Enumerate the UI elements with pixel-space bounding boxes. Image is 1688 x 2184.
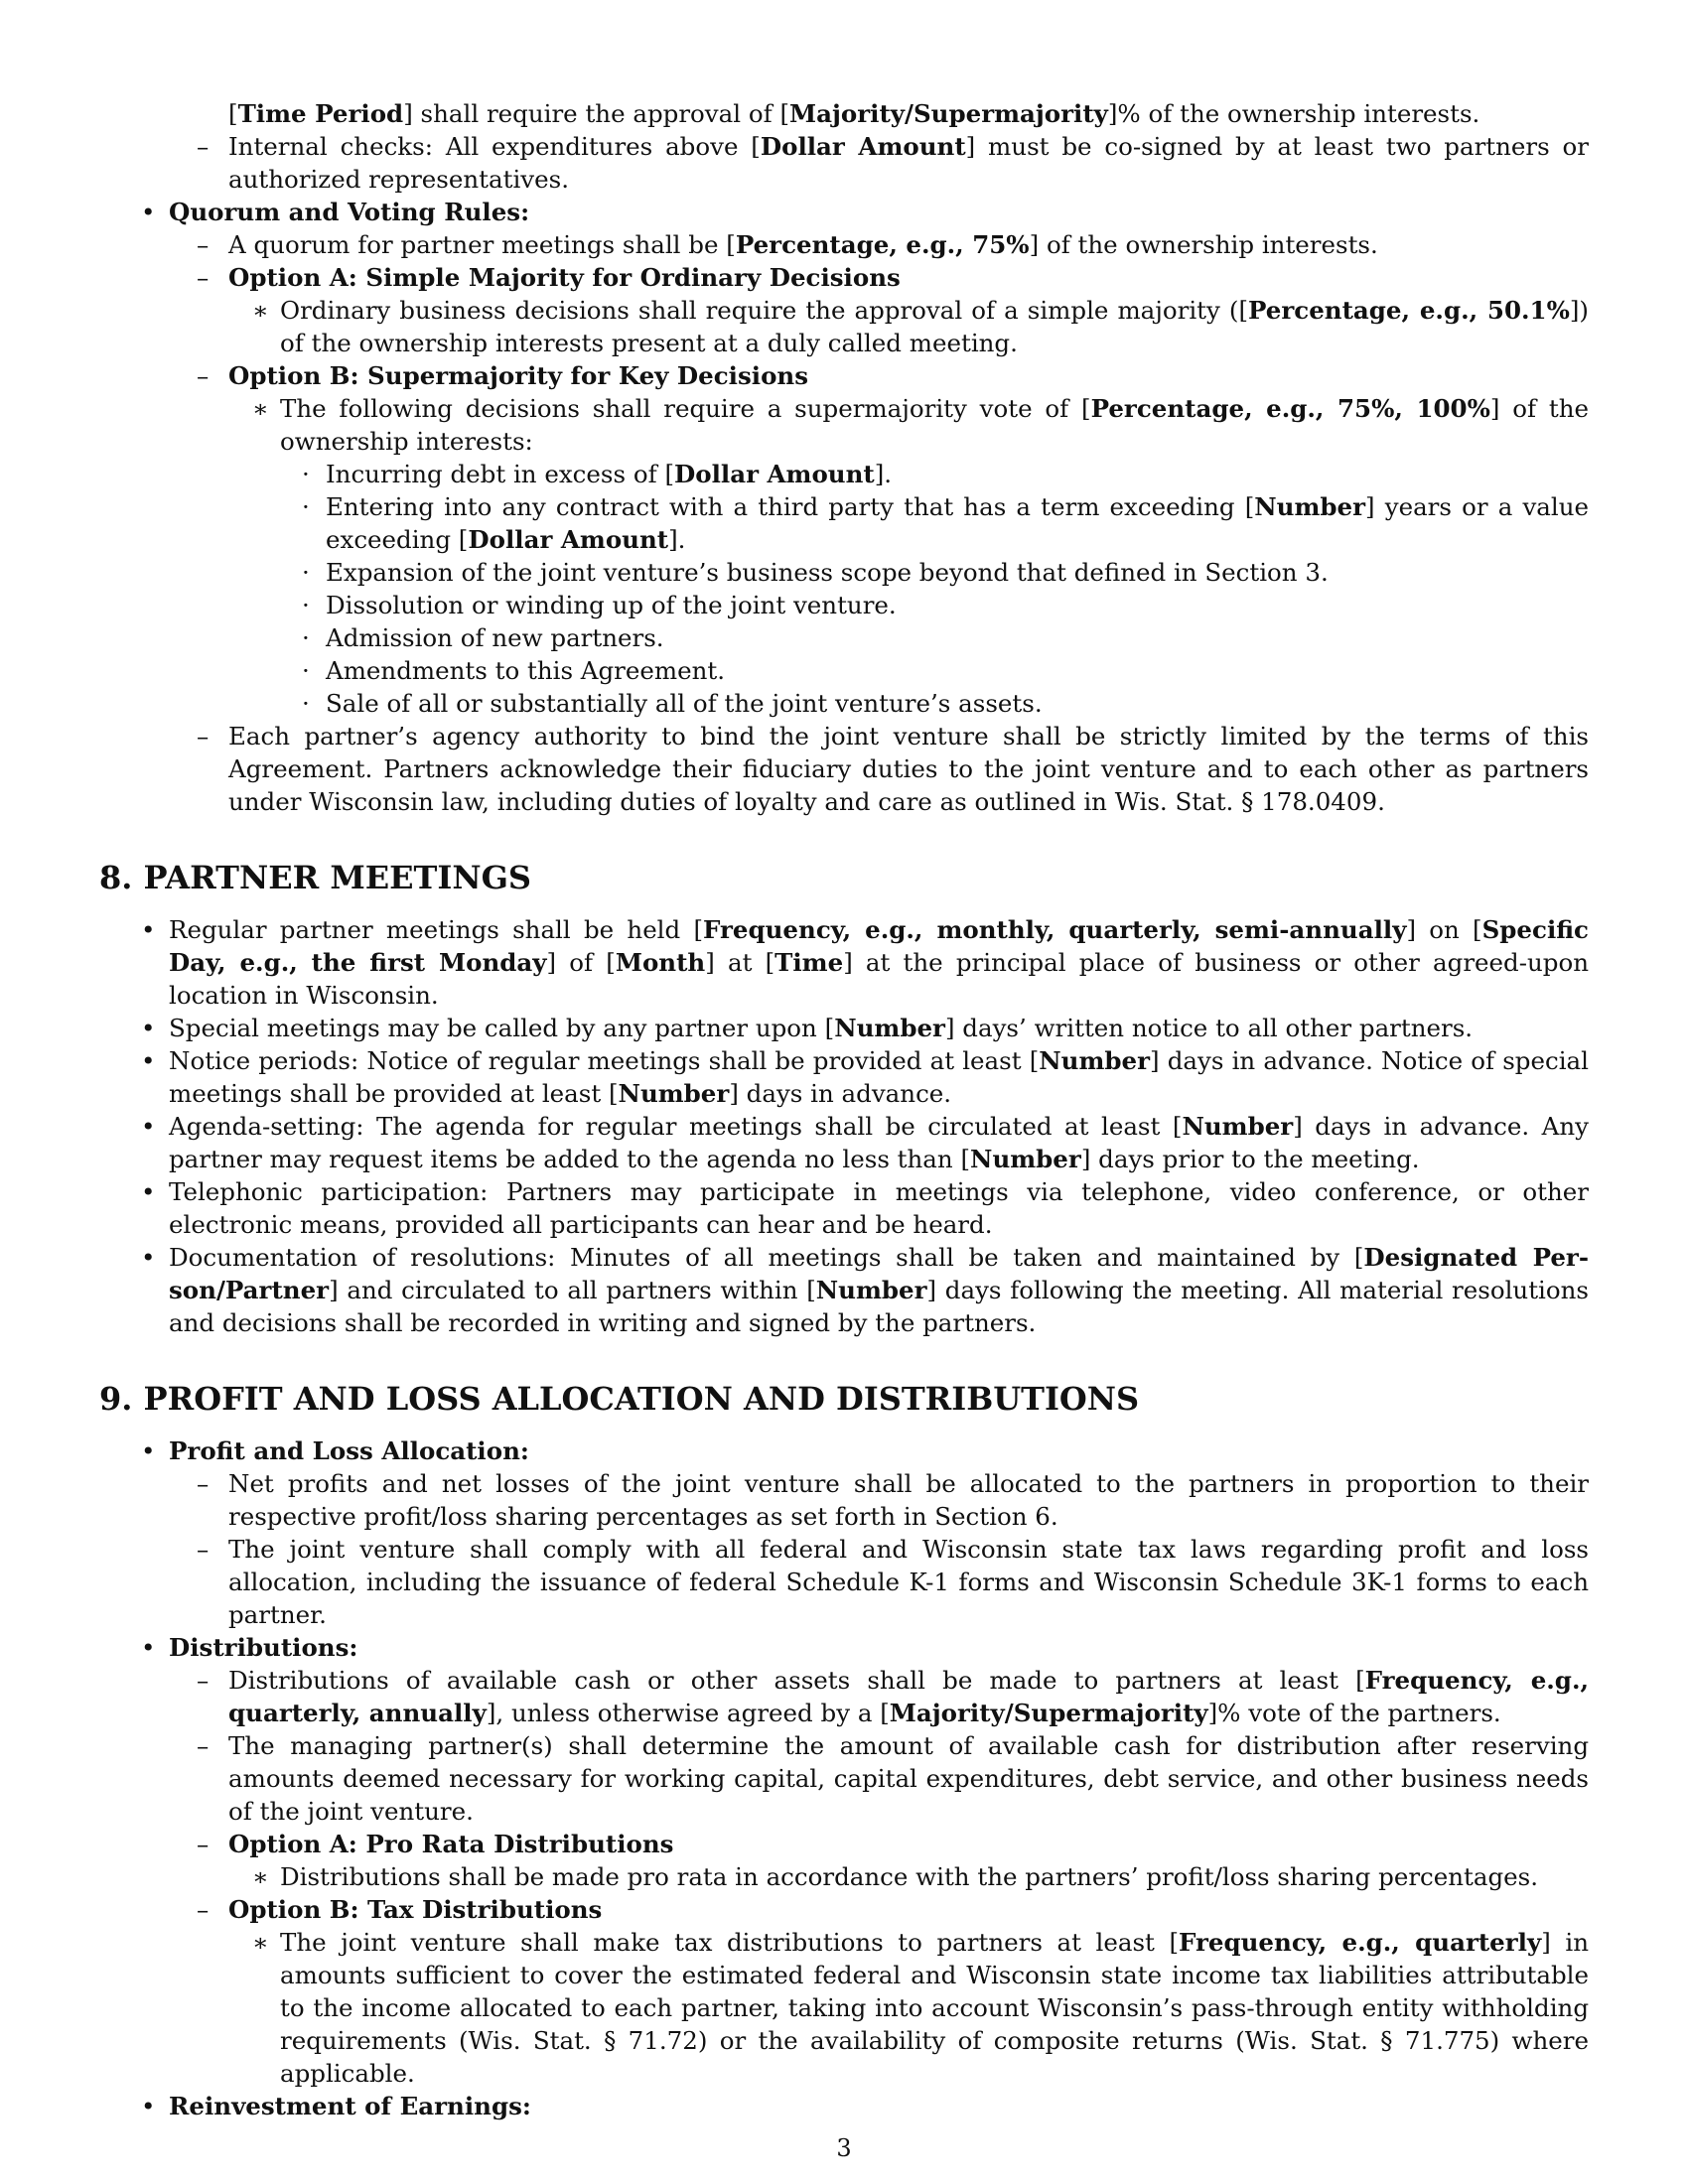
meeting-item: • Agenda-setting: The agenda for regular meetings shall be circulated at least [Number] days in advance. Any partner may request items be added to the agenda no less than [Number] days prior to the meeting. xyxy=(141,1112,1589,1173)
dist-option-a: – Option A: Pro Rata Distributions xyxy=(197,1830,674,1858)
profit-loss-item: • Profit and Loss Allocation: xyxy=(141,1436,529,1465)
key-decision-item: · Expansion of the joint venture’s business scope beyond that defined in Section 3. xyxy=(302,558,1329,587)
key-decision-item: · Sale of all or substantially all of the joint venture’s assets. xyxy=(302,689,1043,718)
document-page xyxy=(99,97,1589,2122)
key-decision-item: · Entering into any contract with a third party that has a term exceeding [Number] years or a value exceeding [Dollar Amount]. xyxy=(302,492,1590,554)
placeholder-time-period: Time Period xyxy=(237,99,404,128)
distributions-detail: – Distributions of available cash or other assets shall be made to partners at least [Frequency, e.g., quarterly, annually], unless otherwise agreed by a [Majority/Supermajority]% vote of the partners. xyxy=(197,1666,1590,1727)
option-a-item: – Option A: Simple Majority for Ordinary Decisions xyxy=(197,263,901,292)
key-decision-item: · Admission of new partners. xyxy=(302,623,664,652)
section-8-body xyxy=(99,913,1589,1339)
quorum-item: – A quorum for partner meetings shall be [Percentage, e.g., 75%] of the ownership interests. xyxy=(197,230,1378,259)
reinvestment-item: • Reinvestment of Earnings: xyxy=(141,2092,531,2120)
profit-loss-detail: – The joint venture shall comply with all federal and Wisconsin state tax laws regarding profit and loss allocation, including the issuance of federal Schedule K-1 forms and Wisconsin Schedule 3K-1 forms to each partner. xyxy=(197,1535,1589,1629)
dist-option-a-detail: ∗ Distributions shall be made pro rata in accordance with the partners’ profit/loss sharing percentages. xyxy=(252,1862,1539,1891)
distributions-item: • Distributions: xyxy=(141,1633,358,1662)
profit-loss-detail: – Net profits and net losses of the joint venture shall be allocated to the partners in proportion to their respective profit/loss sharing percentages as set forth in Section 6. xyxy=(197,1469,1589,1531)
placeholder-majority: Majority/Supermajority xyxy=(789,99,1108,128)
agency-authority-item: – Each partner’s agency authority to bind the joint venture shall be strictly limited by the terms of this Agreement. Partners acknowledge their fiduciary duties to the joint venture and to each other as partners under Wisconsin law, including duties of loyalty and care as outlined in Wis. Stat. § 178.0409. xyxy=(197,722,1589,816)
meeting-item: • Notice periods: Notice of regular meetings shall be provided at least [Number] days in advance. Notice of special meetings shall be provided at least [Number] days in advance. xyxy=(141,1046,1589,1108)
section-8-heading: 8. PARTNER MEETINGS xyxy=(99,859,531,896)
internal-checks-item: – Internal checks: All expenditures above [Dollar Amount] must be co-signed by at least two partners or authorized representatives. xyxy=(197,132,1590,194)
approval-continuation: [Time Period] shall require the approval of [Majority/Supermajority]% of the ownership interests. xyxy=(228,99,1480,128)
section-9-heading: 9. PROFIT AND LOSS ALLOCATION AND DISTRIBUTIONS xyxy=(99,1380,1140,1418)
meeting-item: • Telephonic participation: Partners may participate in meetings via telephone, video conference, or other electronic means, provided all participants can hear and be heard. xyxy=(141,1177,1589,1239)
option-b-item: – Option B: Supermajority for Key Decisions xyxy=(197,361,809,390)
page-number: 3 xyxy=(836,2134,852,2162)
key-decision-item: · Dissolution or winding up of the joint venture. xyxy=(302,591,897,619)
option-b-detail: ∗ The following decisions shall require a supermajority vote of [Percentage, e.g., 75%, 100%] of the ownership interests: xyxy=(252,394,1589,456)
meeting-item: • Regular partner meetings shall be held [Frequency, e.g., monthly, quarterly, semi-annually] on [Specific Day, e.g., the first Monday] of [Month] at [Time] at the principal place of business or other agreed-upon location in Wisconsin. xyxy=(141,915,1589,1010)
distributions-detail: – The managing partner(s) shall determine the amount of available cash for distribution after reserving amounts deemed necessary for working capital, capital expenditures, debt service, and other business needs of the joint venture. xyxy=(197,1731,1589,1826)
section-9-body xyxy=(99,1434,1589,2122)
quorum-voting-item: • Quorum and Voting Rules: xyxy=(141,198,530,226)
meeting-item: • Special meetings may be called by any partner upon [Number] days’ written notice to all other partners. xyxy=(141,1014,1474,1042)
meeting-item: • Documentation of resolutions: Minutes of all meetings shall be taken and maintained by [Designated Person/Partner] and circulated to all partners within [Number] days following the meeting. All material resolutions and decisions shall be recorded in writing and signed by the partners. xyxy=(141,1243,1589,1337)
dist-option-b: – Option B: Tax Distributions xyxy=(197,1895,603,1924)
key-decision-item: · Incurring debt in excess of [Dollar Amount]. xyxy=(302,460,893,488)
quorum-title: Quorum and Voting Rules: xyxy=(169,198,530,226)
section-7-continuation xyxy=(99,97,1589,818)
key-decision-item: · Amendments to this Agreement. xyxy=(302,656,726,685)
option-a-detail: ∗ Ordinary business decisions shall require the approval of a simple majority ([Percentage, e.g., 50.1%]) of the ownership interests present at a duly called meeting. xyxy=(252,296,1589,357)
dist-option-b-detail: ∗ The joint venture shall make tax distributions to partners at least [Frequency, e.g., quarterly] in amounts sufficient to cover the estimated federal and Wisconsin state income tax liabilities attributable to the income allocated to each partner, taking into account Wisconsin’s pass-through entity withholding requirements (Wis. Stat. § 71.72) or the availability of composite returns (Wis. Stat. § 71.775) where applicable. xyxy=(252,1928,1589,2088)
